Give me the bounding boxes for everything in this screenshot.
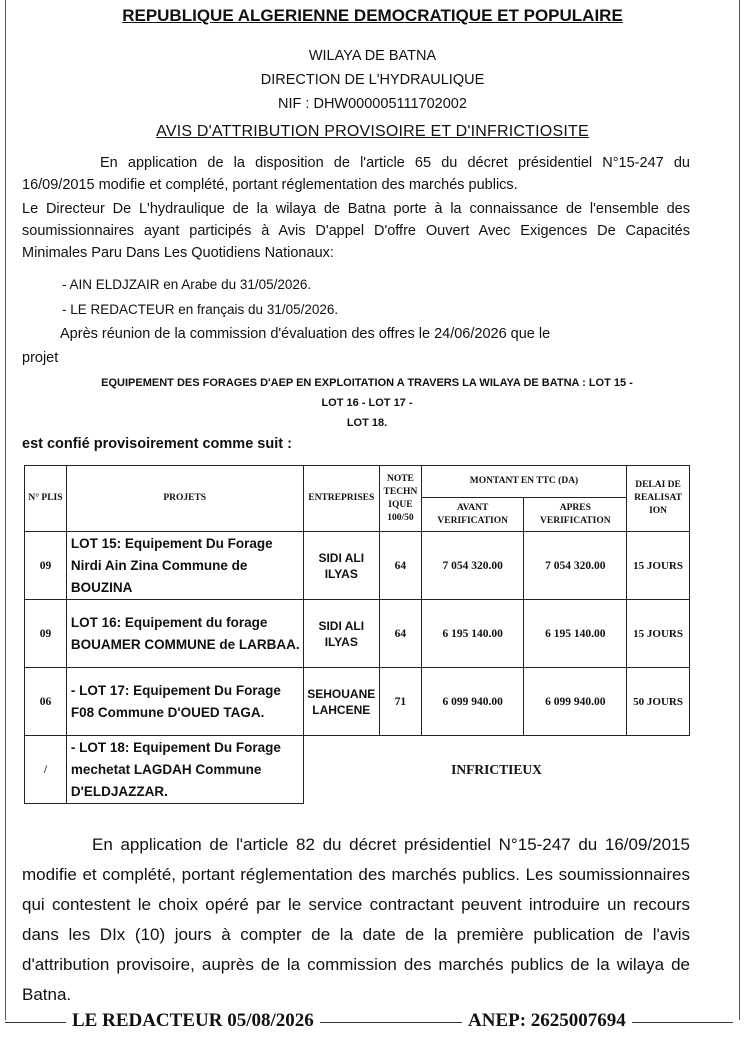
awards-table xyxy=(24,465,690,804)
cell-note: 64 xyxy=(379,600,421,668)
cell-avant: 6 099 940.00 xyxy=(421,668,524,736)
commission-paragraph-cont: projet xyxy=(22,350,59,366)
table-row xyxy=(25,600,690,668)
table-row xyxy=(25,668,690,736)
footer-anep: ANEP: 2625007694 xyxy=(462,1010,632,1032)
cell-num: 09 xyxy=(25,532,67,600)
project-title xyxy=(22,373,712,433)
cell-apres: 7 054 320.00 xyxy=(524,532,627,600)
header-projets: PROJETS xyxy=(66,466,303,532)
cell-projet: LOT 15: Equipement Du Forage Nirdi Ain Zina Commune de BOUZINA xyxy=(66,532,303,600)
direction-line: DIRECTION DE L'HYDRAULIQUE xyxy=(260,72,485,88)
header-apres: APRES VERIFICATION xyxy=(524,498,627,532)
cell-delai: 15 JOURS xyxy=(627,600,690,668)
cell-num: 06 xyxy=(25,668,67,736)
table-row xyxy=(25,532,690,600)
cell-entreprise: SIDI ALI ILYAS xyxy=(303,600,379,668)
cell-projet: LOT 16: Equipement du forage BOUAMER COMMUNE de LARBAA. xyxy=(66,600,303,668)
header-entreprises: ENTREPRISES xyxy=(303,466,379,532)
header-avant: AVANT VERIFICATION xyxy=(421,498,524,532)
header-delai: DELAI DE REALISAT ION xyxy=(627,466,690,532)
project-title-line: EQUIPEMENT DES FORAGES D'AEP EN EXPLOITATION A TRAVERS LA WILAYA DE BATNA : LOT 15 -LOT 16 - LOT 17 - xyxy=(101,377,633,409)
closing-text: En application de l'article 82 du décret présidentiel N°15-247 du 16/09/2015 modifie et complété, portant réglementation des marchés publics. Les soumissionnaires qui contestent le choix opéré par le service contractant peuvent introduire un recours dans les DIx (10) jours à compter de la date de la première publication de l'avis d'attribution provisoire, auprès de la commission des marchés publics de la wilaya de Batna. xyxy=(22,835,690,1004)
closing-paragraph xyxy=(22,830,690,1010)
cell-entreprise: SEHOUANE LAHCENE xyxy=(303,668,379,736)
notice-title: AVIS D'ATTRIBUTION PROVISOIRE ET D'INFRICTIOSITE xyxy=(156,123,589,140)
cell-delai: 15 JOURS xyxy=(627,532,690,600)
republic-header: REPUBLIQUE ALGERIENNE DEMOCRATIQUE ET POPULAIRE xyxy=(122,6,623,25)
cell-apres: 6 195 140.00 xyxy=(524,600,627,668)
cell-projet: - LOT 18: Equipement Du Forage mechetat LAGDAH Commune D'ELDJAZZAR. xyxy=(66,736,303,804)
cell-delai: 50 JOURS xyxy=(627,668,690,736)
header-note: NOTE TECHN IQUE 100/50 xyxy=(379,466,421,532)
cell-avant: 6 195 140.00 xyxy=(421,600,524,668)
cell-projet: - LOT 17: Equipement Du Forage F08 Commune D'OUED TAGA. xyxy=(66,668,303,736)
project-lot: LOT 18. xyxy=(346,417,388,429)
newspaper-item: - AIN ELDJZAIR en Arabe du 31/05/2026. xyxy=(62,277,312,292)
newspaper-item: - LE REDACTEUR en français du 31/05/2026. xyxy=(62,302,339,317)
cell-status: INFRICTIEUX xyxy=(303,736,689,804)
wilaya-line: WILAYA DE BATNA xyxy=(308,48,437,64)
intro-paragraph-2: Le Directeur De L'hydraulique de la wilaya de Batna porte à la connaissance de l'ensemble des soumissionnaires ayant participés à Avis D'appel D'offre Ouvert Avec Exigences De Capacités Minimales Paru Dans Les Quotidiens Nationaux: xyxy=(22,201,690,261)
cell-note: 64 xyxy=(379,532,421,600)
cell-num: 09 xyxy=(25,600,67,668)
confie-line: est confié provisoirement comme suit : xyxy=(22,436,292,452)
cell-apres: 6 099 940.00 xyxy=(524,668,627,736)
cell-num: / xyxy=(25,736,67,804)
header-num: N° PLIS xyxy=(25,466,67,532)
nif-line: NIF : DHW000005111702002 xyxy=(278,96,467,112)
header-montant: MONTANT EN TTC (DA) xyxy=(421,466,626,498)
intro-paragraph-1: En application de la disposition de l'article 65 du décret présidentiel N°15-247 du 16/09/2015 modifie et complété, portant réglementation des marchés publics. xyxy=(22,155,690,193)
cell-note: 71 xyxy=(379,668,421,736)
table-row xyxy=(25,736,690,804)
commission-paragraph: Après réunion de la commission d'évaluation des offres le 24/06/2026 que le xyxy=(60,326,551,342)
footer-redacteur: LE REDACTEUR 05/08/2026 xyxy=(66,1010,320,1032)
cell-entreprise: SIDI ALI ILYAS xyxy=(303,532,379,600)
cell-avant: 7 054 320.00 xyxy=(421,532,524,600)
